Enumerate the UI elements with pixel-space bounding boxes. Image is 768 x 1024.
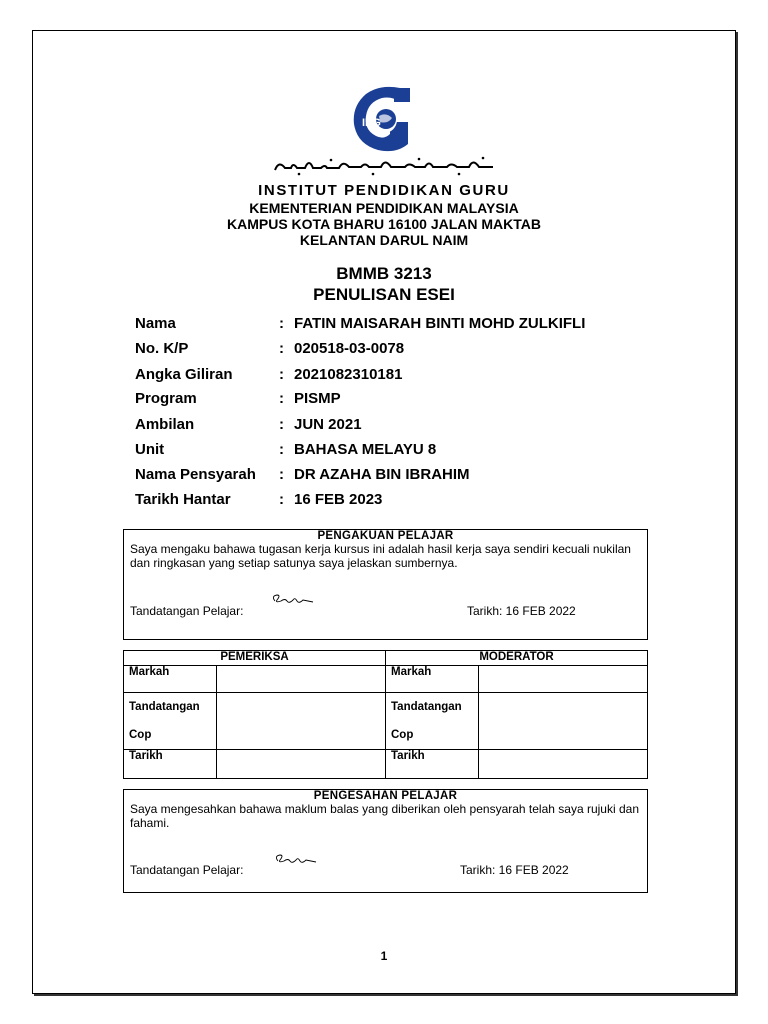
moderator-tandatangan-cop-label (386, 693, 479, 750)
tandatangan-label: Tandatangan (129, 701, 200, 713)
cop-label: Cop (391, 729, 414, 741)
course-title: PENULISAN ESEI (313, 285, 455, 304)
campus-address: KAMPUS KOTA BHARU 16100 JALAN MAKTAB (227, 216, 541, 232)
student-signature-icon (272, 852, 318, 868)
pemeriksa-tandatangan-cop-label (124, 693, 217, 750)
moderator-tarikh-cell (479, 750, 648, 779)
verification-box (123, 789, 648, 893)
moderator-markah-cell (479, 666, 648, 693)
info-colon: : (279, 340, 284, 357)
pemeriksa-tandatangan-cell (217, 693, 386, 750)
info-row-angka-giliran (135, 366, 655, 388)
info-value: 2021082310181 (294, 366, 403, 383)
evaluation-table (123, 650, 648, 779)
info-value: BAHASA MELAYU 8 (294, 441, 437, 458)
verification-text: Saya mengesahkan bahawa maklum balas yang diberikan oleh pensyarah telah saya rujuki dan fahami. (130, 802, 639, 830)
jawi-institute-name (0, 152, 768, 183)
info-label: No. K/P (135, 340, 189, 357)
info-label: Nama (135, 315, 176, 332)
info-label: Angka Giliran (135, 366, 233, 383)
declaration-box (123, 529, 648, 640)
info-value: PISMP (294, 390, 341, 407)
pemeriksa-markah-label: Markah (124, 666, 217, 693)
pemeriksa-header: PEMERIKSA (124, 651, 386, 666)
moderator-markah-label: Markah (386, 666, 479, 693)
declaration-title: PENGAKUAN PELAJAR (317, 530, 454, 542)
info-row-ambilan (135, 416, 655, 438)
verification-signature-label: Tandatangan Pelajar: (130, 863, 244, 877)
declaration-date: Tarikh: 16 FEB 2022 (467, 604, 576, 618)
info-colon: : (279, 390, 284, 407)
info-row-tarikh-hantar (135, 491, 655, 513)
ipg-logo-icon (350, 86, 414, 152)
info-colon: : (279, 366, 284, 383)
info-label: Nama Pensyarah (135, 466, 256, 483)
info-row-nama-pensyarah (135, 466, 655, 488)
info-value: FATIN MAISARAH BINTI MOHD ZULKIFLI (294, 315, 586, 332)
info-colon: : (279, 315, 284, 332)
info-colon: : (279, 491, 284, 508)
info-row-unit (135, 441, 655, 463)
info-colon: : (279, 416, 284, 433)
verification-date: Tarikh: 16 FEB 2022 (460, 863, 569, 877)
info-colon: : (279, 441, 284, 458)
info-label: Unit (135, 441, 165, 458)
student-signature-icon (269, 592, 315, 608)
info-label: Program (135, 390, 197, 407)
verification-title: PENGESAHAN PELAJAR (313, 790, 458, 802)
ministry-name: KEMENTERIAN PENDIDIKAN MALAYSIA (249, 200, 519, 216)
declaration-signature-label: Tandatangan Pelajar: (130, 604, 244, 618)
declaration-text: Saya mengaku bahawa tugasan kerja kursus ini adalah hasil kerja saya sendiri kecuali nukilan dan ringkasan yang setiap satunya saya jelaskan sumbernya. (130, 542, 631, 570)
page-number: 1 (380, 949, 388, 963)
info-label: Tarikh Hantar (135, 491, 231, 508)
course-code: BMMB 3213 (336, 264, 432, 283)
svg-text:IPG: IPG (362, 117, 381, 129)
info-value: DR AZAHA BIN IBRAHIM (294, 466, 470, 483)
info-value: 16 FEB 2023 (294, 491, 383, 508)
info-row-program (135, 390, 655, 412)
info-row-nokp (135, 340, 655, 362)
pemeriksa-tarikh-cell (217, 750, 386, 779)
info-row-nama (135, 315, 655, 337)
pemeriksa-tarikh-label: Tarikh (124, 750, 217, 779)
moderator-tarikh-label: Tarikh (386, 750, 479, 779)
moderator-header: MODERATOR (386, 651, 648, 666)
info-label: Ambilan (135, 416, 195, 433)
info-colon: : (279, 466, 284, 483)
info-value: 020518-03-0078 (294, 340, 405, 357)
cop-label: Cop (129, 729, 152, 741)
state-address: KELANTAN DARUL NAIM (299, 232, 469, 248)
pemeriksa-markah-cell (217, 666, 386, 693)
jawi-script-icon (269, 152, 499, 178)
info-value: JUN 2021 (294, 416, 362, 433)
moderator-tandatangan-cell (479, 693, 648, 750)
institute-name: INSTITUT PENDIDIKAN GURU (258, 182, 510, 199)
tandatangan-label: Tandatangan (391, 701, 462, 713)
